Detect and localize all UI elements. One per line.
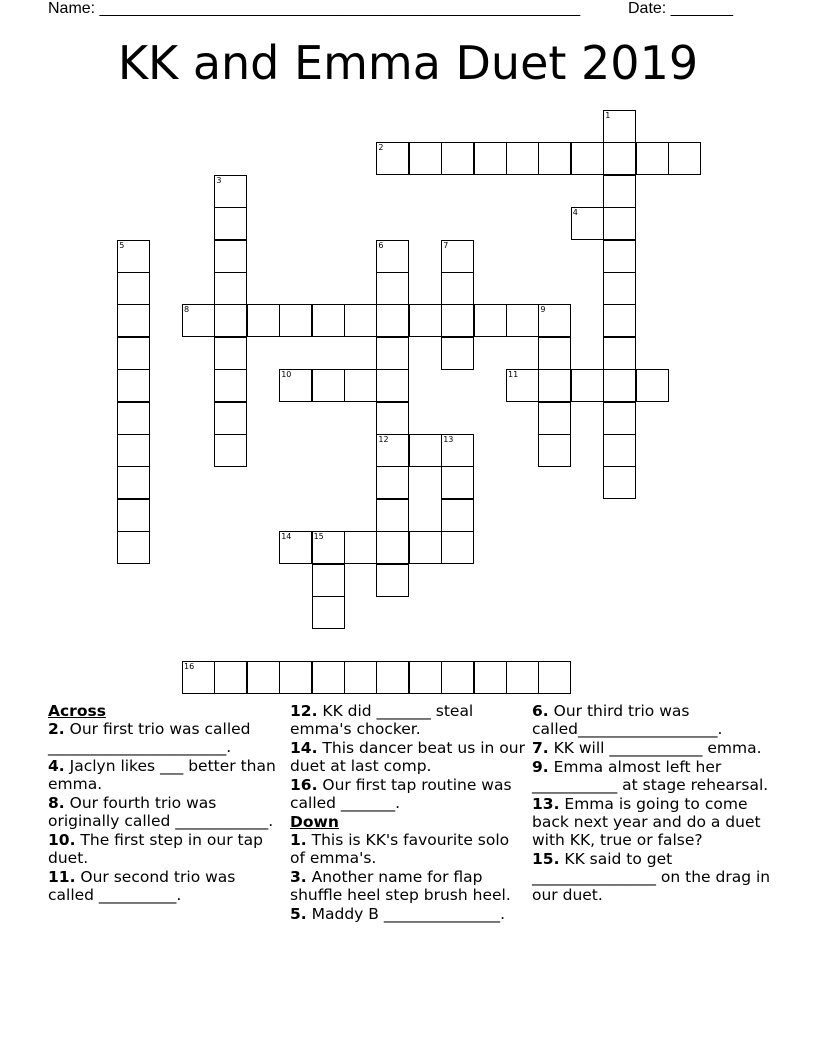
clue-number: 4. — [48, 757, 65, 775]
crossword-cell[interactable] — [247, 661, 280, 694]
clue-text: Our first trio was called _______________________. — [48, 720, 251, 756]
clue-down-1 — [290, 831, 526, 867]
clue-across-16 — [290, 776, 526, 812]
crossword-cell[interactable] — [376, 466, 409, 499]
crossword-cell[interactable] — [409, 304, 442, 337]
cell-number: 1 — [605, 111, 611, 120]
clue-text: Another name for flap shuffle heel step brush heel. — [290, 868, 511, 904]
clue-down-15 — [532, 850, 772, 904]
clue-number: 9. — [532, 758, 549, 776]
cell-number: 7 — [443, 240, 449, 250]
clue-number: 3. — [290, 868, 307, 886]
crossword-cell[interactable] — [636, 369, 669, 402]
clue-number: 5. — [290, 905, 307, 923]
crossword-cell[interactable] — [376, 304, 409, 337]
crossword-cell[interactable] — [247, 304, 280, 337]
crossword-cell[interactable] — [344, 531, 377, 564]
clue-number: 11. — [48, 868, 76, 886]
crossword-cell[interactable] — [474, 661, 507, 694]
crossword-cell[interactable] — [441, 142, 474, 175]
clue-across-8 — [48, 794, 280, 830]
clue-down-6 — [532, 702, 772, 738]
crossword-cell[interactable] — [603, 240, 636, 273]
clue-number: 7. — [532, 739, 549, 757]
crossword-cell[interactable] — [506, 142, 539, 175]
clue-down-13 — [532, 795, 772, 849]
crossword-cell[interactable] — [571, 369, 604, 402]
cell-number: 3 — [216, 175, 222, 185]
clue-number: 12. — [290, 702, 318, 720]
clue-down-7 — [532, 739, 772, 757]
crossword-cell[interactable] — [538, 337, 571, 370]
crossword-cell[interactable] — [538, 402, 571, 435]
cell-number: 11 — [508, 370, 519, 380]
crossword-cell[interactable] — [538, 142, 571, 175]
crossword-cell[interactable] — [117, 272, 150, 305]
crossword-cell[interactable] — [117, 369, 150, 402]
crossword-cell[interactable] — [376, 369, 409, 402]
clue-text: Our second trio was called __________. — [48, 868, 236, 904]
crossword-cell[interactable] — [344, 369, 377, 402]
crossword-cell[interactable] — [117, 402, 150, 435]
crossword-cell[interactable] — [441, 661, 474, 694]
clue-text: Emma is going to come back next year and do a duet with KK, true or false? — [532, 795, 761, 849]
cell-number: 12 — [378, 435, 389, 444]
crossword-cell[interactable] — [441, 531, 474, 564]
clue-number: 10. — [48, 831, 76, 849]
clue-down-3 — [290, 868, 526, 904]
crossword-cell[interactable] — [214, 434, 247, 467]
crossword-cell[interactable] — [376, 272, 409, 305]
clue-across-12 — [290, 702, 526, 738]
clue-down-5 — [290, 905, 526, 923]
cell-number: 5 — [119, 240, 125, 250]
clue-across-2 — [48, 720, 280, 756]
crossword-cell[interactable] — [603, 207, 636, 240]
crossword-cell[interactable] — [603, 434, 636, 467]
crossword-cell[interactable] — [603, 466, 636, 499]
crossword-cell[interactable] — [441, 499, 474, 532]
crossword-cell[interactable] — [312, 596, 345, 629]
crossword-cell[interactable] — [117, 434, 150, 467]
crossword-cell[interactable] — [312, 369, 345, 402]
crossword-cell[interactable] — [214, 272, 247, 305]
crossword-cell[interactable] — [409, 531, 442, 564]
crossword-cell[interactable] — [344, 661, 377, 694]
clue-text: KK did _______ steal emma's chocker. — [290, 702, 474, 738]
clue-text: The first step in our tap duet. — [48, 831, 263, 867]
clue-down-9 — [532, 758, 772, 794]
name-field-label: Name: ______________________________________________________ — [48, 0, 581, 17]
crossword-cell[interactable] — [506, 661, 539, 694]
cell-number: 15 — [313, 532, 324, 542]
crossword-cell[interactable] — [214, 207, 247, 240]
clues-column-1 — [48, 702, 280, 905]
crossword-cell[interactable] — [668, 142, 701, 175]
crossword-cell[interactable] — [214, 304, 247, 337]
crossword-cell[interactable] — [603, 402, 636, 435]
crossword-cell[interactable] — [117, 531, 150, 564]
crossword-cell[interactable] — [376, 402, 409, 435]
clues-column-2 — [290, 702, 526, 924]
cell-number: 10 — [281, 370, 292, 380]
crossword-cell[interactable] — [376, 499, 409, 532]
crossword-cell[interactable] — [279, 661, 312, 694]
clue-text: Emma almost left her ___________ at stage rehearsal. — [532, 758, 769, 794]
clue-number: 1. — [290, 831, 307, 849]
clue-text: Maddy B _______________. — [311, 905, 506, 923]
clue-text: Our fourth trio was originally called ____________. — [48, 794, 274, 830]
clue-across-11 — [48, 868, 280, 904]
cell-number: 9 — [540, 305, 546, 315]
crossword-cell[interactable] — [279, 304, 312, 337]
clue-text: This is KK's favourite solo of emma's. — [290, 831, 510, 867]
crossword-cell[interactable] — [312, 304, 345, 337]
across-heading: Across — [48, 702, 106, 720]
clue-across-10 — [48, 831, 280, 867]
clue-text: This dancer beat us in our duet at last comp. — [290, 739, 525, 775]
crossword-cell[interactable] — [571, 142, 604, 175]
crossword-cell[interactable] — [474, 304, 507, 337]
down-heading: Down — [290, 813, 339, 831]
crossword-cell[interactable] — [344, 304, 377, 337]
clue-text: KK said to get ________________ on the drag in our duet. — [532, 850, 771, 904]
clue-number: 2. — [48, 720, 65, 738]
crossword-cell[interactable] — [376, 531, 409, 564]
crossword-cell[interactable] — [117, 466, 150, 499]
crossword-cell[interactable] — [409, 661, 442, 694]
cell-number: 6 — [378, 240, 384, 250]
crossword-cell[interactable] — [312, 564, 345, 597]
clue-text: Our first tap routine was called _______. — [290, 776, 512, 812]
crossword-cell[interactable] — [538, 661, 571, 694]
clue-number: 14. — [290, 739, 318, 757]
clue-number: 6. — [532, 702, 549, 720]
clue-number: 15. — [532, 850, 560, 868]
crossword-cell[interactable] — [376, 564, 409, 597]
clue-across-4 — [48, 757, 280, 793]
crossword-cell[interactable] — [441, 337, 474, 370]
crossword-cell[interactable] — [538, 369, 571, 402]
page-title: KK and Emma Duet 2019 — [117, 36, 699, 90]
crossword-cell[interactable] — [603, 369, 636, 402]
cell-number: 4 — [572, 208, 578, 218]
date-field-label: Date: _______ — [628, 0, 733, 17]
crossword-cell[interactable] — [603, 337, 636, 370]
clue-number: 8. — [48, 794, 65, 812]
crossword-cell[interactable] — [441, 466, 474, 499]
crossword-cell[interactable] — [603, 304, 636, 337]
crossword-cell[interactable] — [603, 272, 636, 305]
crossword-cell[interactable] — [214, 661, 247, 694]
clues-column-3 — [532, 702, 772, 905]
crossword-cell[interactable] — [441, 272, 474, 305]
clue-text: Jaclyn likes ___ better than emma. — [48, 757, 276, 793]
cell-number: 2 — [378, 143, 384, 153]
crossword-cell[interactable] — [117, 304, 150, 337]
crossword-cell[interactable] — [538, 434, 571, 467]
clue-text: KK will ____________ emma. — [553, 739, 762, 757]
cell-number: 16 — [184, 661, 195, 671]
crossword-cell[interactable] — [214, 240, 247, 273]
cell-number: 14 — [281, 532, 292, 542]
crossword-cell[interactable] — [214, 369, 247, 402]
crossword-cell[interactable] — [409, 142, 442, 175]
crossword-cell[interactable] — [117, 337, 150, 370]
crossword-cell[interactable] — [409, 434, 442, 467]
crossword-cell[interactable] — [376, 661, 409, 694]
crossword-cell[interactable] — [376, 337, 409, 370]
clue-across-14 — [290, 739, 526, 775]
crossword-cell[interactable] — [603, 175, 636, 208]
crossword-cell[interactable] — [603, 142, 636, 175]
crossword-cell[interactable] — [441, 304, 474, 337]
clue-number: 13. — [532, 795, 560, 813]
crossword-cell[interactable] — [214, 402, 247, 435]
crossword-cell[interactable] — [636, 142, 669, 175]
crossword-cell[interactable] — [214, 337, 247, 370]
crossword-cell[interactable] — [312, 661, 345, 694]
crossword-cell[interactable] — [506, 304, 539, 337]
clue-text: Our third trio was called__________________. — [532, 702, 723, 738]
crossword-cell[interactable] — [474, 142, 507, 175]
cell-number: 13 — [443, 435, 454, 444]
crossword-cell[interactable] — [117, 499, 150, 532]
cell-number: 8 — [184, 305, 190, 315]
clue-number: 16. — [290, 776, 318, 794]
